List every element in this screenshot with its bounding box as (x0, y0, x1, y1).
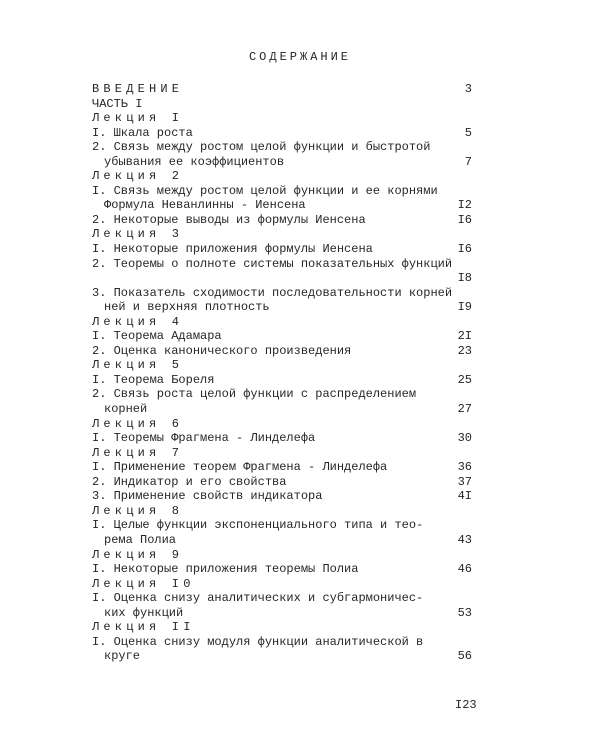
toc-page-number: I6 (457, 212, 472, 227)
toc-heading (92, 315, 472, 330)
toc-entry-text: Лекция 3 (92, 227, 184, 242)
toc-entry-text: ВВЕДЕНИЕ (92, 82, 184, 96)
toc-entry-text: Лекция I (92, 111, 184, 126)
toc-entry (92, 257, 472, 272)
toc-page-number: 23 (457, 343, 472, 358)
toc-page-number: 37 (457, 474, 472, 489)
toc-page-number: 43 (457, 532, 472, 547)
toc-entry-text: I. Оценка снизу модуля функции аналитической в (92, 634, 424, 649)
toc-entry (92, 533, 472, 548)
toc-heading (92, 111, 472, 126)
toc-entry (92, 606, 472, 621)
toc-heading (92, 446, 472, 461)
toc-page-number: 5 (464, 125, 472, 140)
toc-entry (92, 475, 472, 490)
toc-entry-text: I. Некоторые приложения теоремы Полиа (92, 562, 359, 577)
toc-page-number: 27 (457, 402, 472, 417)
toc-page-number: 53 (457, 605, 472, 620)
toc-heading (92, 548, 472, 563)
toc-entry-text: I. Целые функции экспоненциального типа и тео- (92, 518, 424, 533)
toc-page-number: I6 (457, 242, 472, 257)
toc-page-number: 30 (457, 431, 472, 446)
toc-entry (92, 242, 472, 257)
toc-heading (92, 358, 472, 373)
toc-entry (92, 649, 472, 664)
toc-entry-text: ней и верхняя плотность (104, 300, 270, 315)
toc-entry (92, 591, 472, 606)
toc-entry-text: 3. Показатель сходимости последовательности корней (92, 285, 453, 300)
toc-entry-text: 3. Применение свойств индикатора (92, 489, 323, 504)
toc-heading (92, 577, 472, 592)
toc-entry (92, 402, 472, 417)
toc-page-number: I8 (457, 271, 472, 286)
toc-page-number: 46 (457, 562, 472, 577)
toc-entry (92, 286, 472, 301)
toc-entry-text: I. Теорема Адамара (92, 329, 222, 344)
toc-page-number: 7 (464, 154, 472, 169)
toc-heading (92, 504, 472, 519)
toc-entry-text: Лекция 5 (92, 358, 184, 373)
toc-entry-text: Лекция 7 (92, 445, 184, 460)
page-title: СОДЕРЖАНИЕ (248, 50, 351, 64)
toc-entry (92, 198, 472, 213)
toc-entry (92, 155, 472, 170)
page-number: I23 (455, 698, 477, 712)
toc-heading (92, 227, 472, 242)
toc-entry-text: корней (104, 402, 148, 417)
toc-entry-text: ЧАСТЬ I (92, 96, 143, 111)
toc-entry (92, 431, 472, 446)
toc-page-number: 25 (457, 372, 472, 387)
toc-entry-text: I. Некоторые приложения формулы Иенсена (92, 242, 373, 257)
toc-entry-text: 2. Индикатор и его свойства (92, 474, 287, 489)
toc-entry-text: Лекция I0 (92, 576, 195, 591)
toc-entry-text: рема Полиа (104, 532, 177, 547)
toc-entry-text: Лекция 4 (92, 314, 184, 329)
toc-entry-text: 2. Связь между ростом целой функции и быстротой (92, 140, 431, 155)
toc-entry (92, 387, 472, 402)
toc-entry (92, 562, 472, 577)
toc-entry-text: Лекция 9 (92, 547, 184, 562)
toc-entry (92, 344, 472, 359)
toc-page-number: 2I (457, 329, 472, 344)
toc-page-number: 3 (464, 82, 472, 96)
toc-entry (92, 97, 472, 112)
toc-entry-text: I. Применение теорем Фрагмена - Линделефа (92, 460, 388, 475)
toc-page-number: I2 (457, 198, 472, 213)
toc-entry (92, 373, 472, 388)
toc-page-number: I9 (457, 300, 472, 315)
toc-entry-text: Лекция 6 (92, 416, 184, 431)
toc-entry (92, 329, 472, 344)
toc-entry-text: Формула Неванлинны - Иенсена (104, 198, 306, 213)
toc-entry-text: I. Теоремы Фрагмена - Линделефа (92, 431, 316, 446)
table-of-contents (92, 82, 472, 664)
toc-entry-text: ких функций (104, 605, 184, 620)
toc-entry (92, 213, 472, 228)
toc-entry (92, 489, 472, 504)
toc-heading (92, 620, 472, 635)
toc-entry-text: I. Теорема Бореля (92, 372, 215, 387)
toc-heading (92, 82, 472, 97)
toc-heading (92, 169, 472, 184)
toc-page-number: 56 (457, 649, 472, 664)
toc-entry (92, 126, 472, 141)
toc-entry-text: I. Оценка снизу аналитических и субгармоничес- (92, 591, 424, 606)
toc-page-number: 36 (457, 460, 472, 475)
toc-entry-text: Лекция 2 (92, 169, 184, 184)
toc-entry-text: 2. Некоторые выводы из формулы Иенсена (92, 212, 366, 227)
toc-entry (92, 140, 472, 155)
toc-entry (92, 300, 472, 315)
toc-entry (92, 184, 472, 199)
toc-entry (92, 635, 472, 650)
toc-page-number: 4I (457, 489, 472, 504)
toc-entry-text: 2. Теоремы о полноте системы показательных функций (92, 256, 453, 271)
toc-entry-text: Лекция 8 (92, 503, 184, 518)
toc-entry-text: 2. Связь роста целой функции с распределением (92, 387, 417, 402)
toc-entry-text: I. Шкала роста (92, 125, 193, 140)
toc-heading (92, 417, 472, 432)
toc-entry-text: I. Связь между ростом целой функции и ее корнями (92, 183, 438, 198)
toc-entry (92, 518, 472, 533)
toc-entry (92, 460, 472, 475)
toc-entry-text: 2. Оценка канонического произведения (92, 343, 352, 358)
toc-entry-text: Лекция II (92, 620, 195, 635)
toc-entry-text: круге (104, 649, 141, 664)
toc-entry-text: убывания ее коэффициентов (104, 154, 285, 169)
toc-entry (92, 271, 472, 286)
